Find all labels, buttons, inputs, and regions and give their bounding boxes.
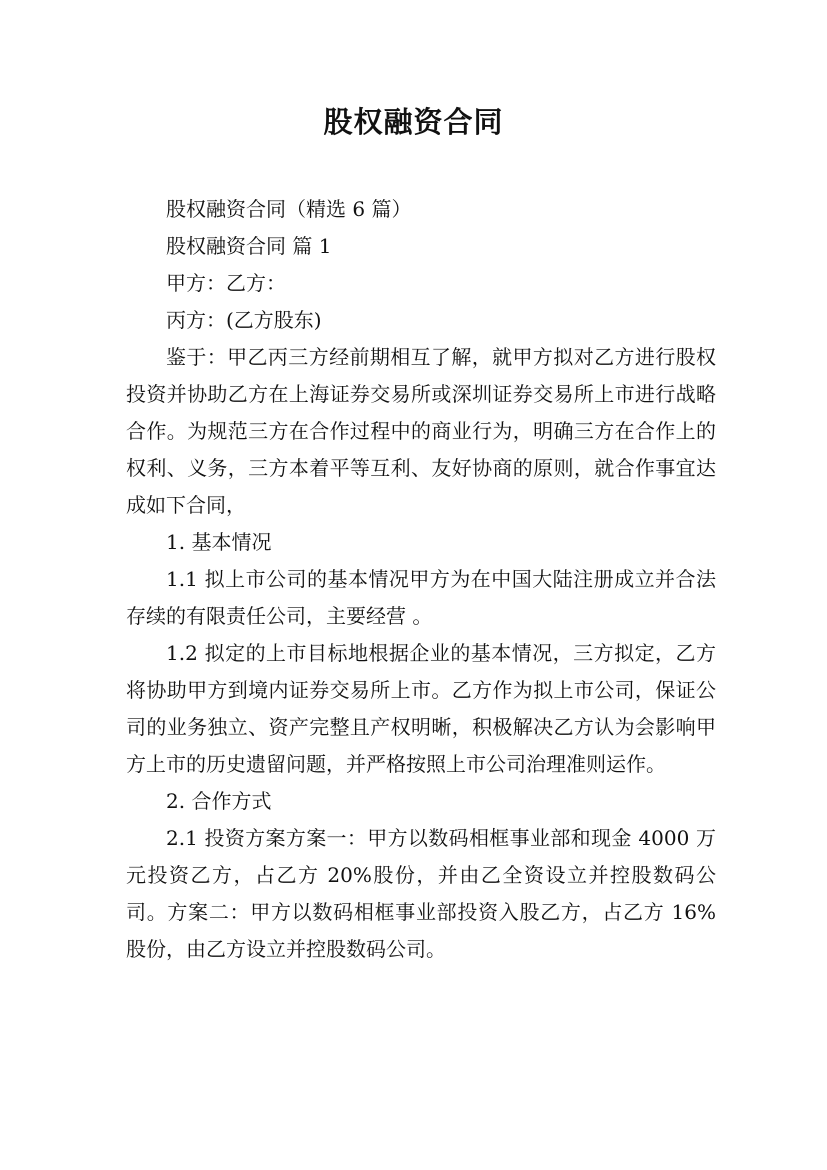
document-body	[126, 191, 716, 968]
paragraph-preamble: 鉴于：甲乙丙三方经前期相互了解，就甲方拟对乙方进行股权投资并协助乙方在上海证券交易所或深圳证券交易所上市进行战略合作。为规范三方在合作过程中的商业行为，明确三方在合作上的权利、义务，三方本着平等互利、友好协商的原则，就合作事宜达成如下合同，	[126, 345, 716, 517]
paragraph-party-c: 丙方：(乙方股东)	[166, 308, 322, 332]
paragraph-clause-1-1: 1.1 拟上市公司的基本情况甲方为在中国大陆注册成立并合法存续的有限责任公司，主要经营 。	[126, 567, 716, 628]
paragraph-clause-1-2: 1.2 拟定的上市目标地根据企业的基本情况，三方拟定，乙方将协助甲方到境内证券交易所上市。乙方作为拟上市公司，保证公司的业务独立、资产完整且产权明晰，积极解决乙方认为会影响甲方上市的历史遗留问题，并严格按照上市公司治理准则运作。	[126, 641, 716, 776]
paragraph-party-a-b: 甲方：乙方：	[166, 271, 286, 295]
paragraph-heading-cooperation: 2. 合作方式	[166, 789, 272, 813]
paragraph-section-heading: 股权融资合同 篇 1	[166, 234, 332, 258]
document-title: 股权融资合同	[323, 105, 504, 139]
paragraph-clause-2-1: 2.1 投资方案方案一：甲方以数码相框事业部和现金 4000 万元投资乙方，占乙方 20%股份，并由乙全资设立并控股数码公司。方案二：甲方以数码相框事业部投资入股乙方，占乙方 16%股份，由乙方设立并控股数码公司。	[126, 826, 716, 961]
paragraph-subtitle: 股权融资合同（精选 6 篇）	[166, 197, 412, 221]
paragraph-heading-basic-info: 1. 基本情况	[166, 530, 272, 554]
